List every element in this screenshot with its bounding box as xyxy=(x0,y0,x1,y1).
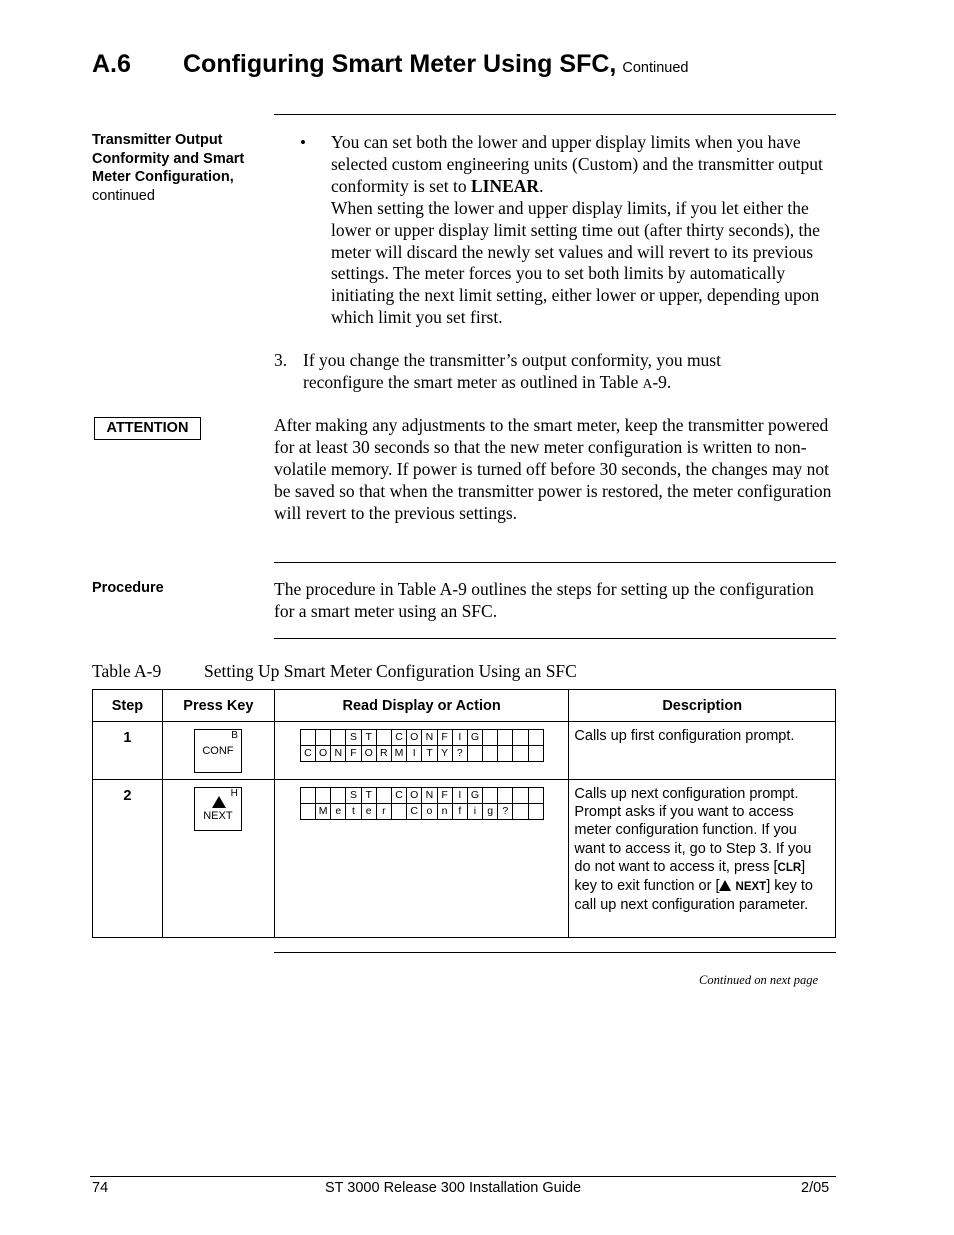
lcd-char-cell xyxy=(331,730,346,746)
document-title: ST 3000 Release 300 Installation Guide xyxy=(325,1180,582,1196)
header-description: Description xyxy=(569,690,836,722)
divider xyxy=(274,952,836,953)
header-read-display: Read Display or Action xyxy=(274,690,569,722)
footer-divider xyxy=(90,1176,836,1177)
description-cell: Calls up first configuration prompt. xyxy=(569,722,836,780)
sidebar-heading-continued: continued xyxy=(92,187,155,204)
continued-label: Continued xyxy=(622,60,689,76)
section-number: A.6 xyxy=(92,50,131,78)
lcd-char-cell xyxy=(498,746,513,762)
lcd-char-cell xyxy=(316,730,331,746)
lcd-char-cell xyxy=(513,746,528,762)
lcd-char-cell: I xyxy=(452,788,467,804)
continued-on-next-page: Continued on next page xyxy=(699,973,819,987)
lcd-char-cell xyxy=(391,804,406,820)
document-date: 2/05 xyxy=(801,1180,830,1196)
lcd-char-cell: e xyxy=(361,804,376,820)
key-superscript: B xyxy=(231,730,238,741)
lcd-line-1 xyxy=(300,730,543,746)
lcd-char-cell: C xyxy=(391,730,406,746)
procedure-table xyxy=(92,689,836,938)
lcd-char-cell xyxy=(498,730,513,746)
lcd-char-cell xyxy=(331,788,346,804)
table-caption-title: Setting Up Smart Meter Configuration Using an SFC xyxy=(204,661,577,681)
lcd-char-cell: t xyxy=(346,804,361,820)
lcd-char-cell: o xyxy=(422,804,437,820)
lcd-char-cell: F xyxy=(437,730,452,746)
header-step: Step xyxy=(93,690,163,722)
lcd-char-cell: I xyxy=(452,730,467,746)
item-text xyxy=(303,350,793,395)
bullet-text-1-end: . xyxy=(539,175,544,196)
section-title-text: Configuring Smart Meter Using SFC, xyxy=(183,50,617,78)
lcd-char-cell: O xyxy=(316,746,331,762)
item-text-body: If you change the transmitter’s output conformity, you must reconfigure the smart meter as outlined in Table xyxy=(303,350,721,392)
key-label: NEXT xyxy=(203,810,233,822)
lcd-char-cell xyxy=(316,788,331,804)
lcd-char-cell: ? xyxy=(452,746,467,762)
clr-key-ref: CLR xyxy=(777,861,802,874)
bullet-text-2: When setting the lower and upper display limits, if you let either the lower or upper display limit setting time out (after thirty seconds), the meter will discard the newly set values and will revert to its previous settings. The meter forces you to set both limits by automatically initiating the next limit setting, either lower or upper, depending upon which limit you set first. xyxy=(331,197,820,328)
lcd-char-cell: S xyxy=(346,730,361,746)
lcd-char-cell xyxy=(498,788,513,804)
divider xyxy=(274,562,836,563)
item-number: 3. xyxy=(274,350,288,370)
lcd-line-1 xyxy=(300,788,543,804)
lcd-char-cell xyxy=(300,788,315,804)
lcd-char-cell xyxy=(467,746,482,762)
lcd-char-cell xyxy=(300,730,315,746)
up-triangle-icon xyxy=(212,796,226,808)
lcd-char-cell: R xyxy=(376,746,391,762)
lcd-char-cell: f xyxy=(452,804,467,820)
step-number: 1 xyxy=(93,722,163,780)
attention-text: After making any adjustments to the smart meter, keep the transmitter powered for at least 30 seconds so that the new meter configuration is written to non-volatile memory. If power is turned off before 30 seconds, the changes may not be saved so that when the transmitter power is restored, the meter configuration will revert to the previous settings. xyxy=(274,415,832,523)
lcd-char-cell xyxy=(513,788,528,804)
lcd-char-cell xyxy=(483,730,498,746)
divider xyxy=(274,114,836,115)
lcd-line-2 xyxy=(300,746,543,762)
lcd-char-cell: n xyxy=(437,804,452,820)
lcd-char-cell xyxy=(513,804,528,820)
lcd-char-cell: T xyxy=(361,730,376,746)
description-text: ] key to exit function or [ xyxy=(574,858,806,895)
procedure-text: The procedure in Table A-9 outlines the steps for setting up the configuration for a smart meter using an SFC. xyxy=(274,579,814,621)
key-cell xyxy=(162,722,274,780)
next-key-ref: NEXT xyxy=(735,881,767,894)
sidebar-heading-output-conformity xyxy=(92,131,267,205)
sidebar-heading-text: Transmitter Output Conformity and Smart Meter Configuration, xyxy=(92,132,245,185)
lcd-display xyxy=(300,729,544,762)
description-cell xyxy=(569,780,836,938)
step-number: 2 xyxy=(93,780,163,938)
lcd-char-cell: O xyxy=(361,746,376,762)
key-superscript: H xyxy=(230,788,238,799)
up-triangle-icon xyxy=(719,880,731,891)
lcd-char-cell xyxy=(483,746,498,762)
lcd-display xyxy=(300,787,544,820)
lcd-char-cell xyxy=(376,788,391,804)
table-caption xyxy=(92,661,577,682)
lcd-char-cell xyxy=(528,788,543,804)
lcd-char-cell: N xyxy=(422,730,437,746)
lcd-char-cell: i xyxy=(467,804,482,820)
lcd-char-cell: N xyxy=(331,746,346,762)
table-row xyxy=(93,722,836,780)
lcd-char-cell: O xyxy=(407,730,422,746)
lcd-char-cell: F xyxy=(346,746,361,762)
table-caption-number: Table A-9 xyxy=(92,661,162,681)
table-row xyxy=(93,780,836,938)
item-ref-prefix: A xyxy=(642,375,653,391)
lcd-char-cell: g xyxy=(483,804,498,820)
key-label: CONF xyxy=(202,745,234,757)
divider xyxy=(274,638,836,639)
lcd-char-cell: r xyxy=(376,804,391,820)
lcd-char-cell xyxy=(513,730,528,746)
lcd-char-cell: M xyxy=(391,746,406,762)
page-number: 74 xyxy=(92,1180,109,1196)
key-cell xyxy=(162,780,274,938)
header-press-key: Press Key xyxy=(162,690,274,722)
lcd-char-cell xyxy=(528,746,543,762)
lcd-char-cell: O xyxy=(407,788,422,804)
lcd-char-cell xyxy=(528,804,543,820)
lcd-char-cell: N xyxy=(422,788,437,804)
lcd-char-cell: F xyxy=(437,788,452,804)
lcd-char-cell: M xyxy=(316,804,331,820)
lcd-char-cell: ? xyxy=(498,804,513,820)
bullet-text-1: You can set both the lower and upper display limits when you have selected custom engineering units (Custom) and the transmitter output conformity is set to xyxy=(331,132,823,196)
lcd-char-cell xyxy=(376,730,391,746)
item-ref-suffix: -9. xyxy=(652,371,672,392)
lcd-char-cell: e xyxy=(331,804,346,820)
lcd-char-cell: C xyxy=(407,804,422,820)
bullet-text xyxy=(331,132,826,329)
display-cell xyxy=(274,780,569,938)
lcd-char-cell: G xyxy=(467,730,482,746)
lcd-line-2 xyxy=(300,804,543,820)
lcd-char-cell: S xyxy=(346,788,361,804)
lcd-char-cell xyxy=(300,804,315,820)
section-title xyxy=(183,50,688,79)
lcd-char-cell: T xyxy=(422,746,437,762)
lcd-char-cell xyxy=(528,730,543,746)
description-text: Calls up next configuration prompt. Prompt asks if you want to access meter configuration function. If you want to access it, go to Step 3. If you do not want to access it, press [ xyxy=(574,786,812,875)
next-key xyxy=(194,787,242,831)
lcd-char-cell: Y xyxy=(437,746,452,762)
procedure-heading: Procedure xyxy=(92,580,164,596)
conf-key xyxy=(194,729,242,773)
lcd-char-cell: T xyxy=(361,788,376,804)
lcd-char-cell xyxy=(483,788,498,804)
description-text: ] key to call up next configuration parameter. xyxy=(574,878,813,914)
lcd-char-cell: C xyxy=(391,788,406,804)
lcd-char-cell: C xyxy=(300,746,315,762)
bullet-icon: • xyxy=(300,133,306,152)
lcd-char-cell: G xyxy=(467,788,482,804)
bullet-bold-linear: LINEAR xyxy=(470,175,540,196)
lcd-char-cell: I xyxy=(407,746,422,762)
table-header-row xyxy=(93,690,836,722)
display-cell xyxy=(274,722,569,780)
attention-label: ATTENTION xyxy=(94,417,201,440)
